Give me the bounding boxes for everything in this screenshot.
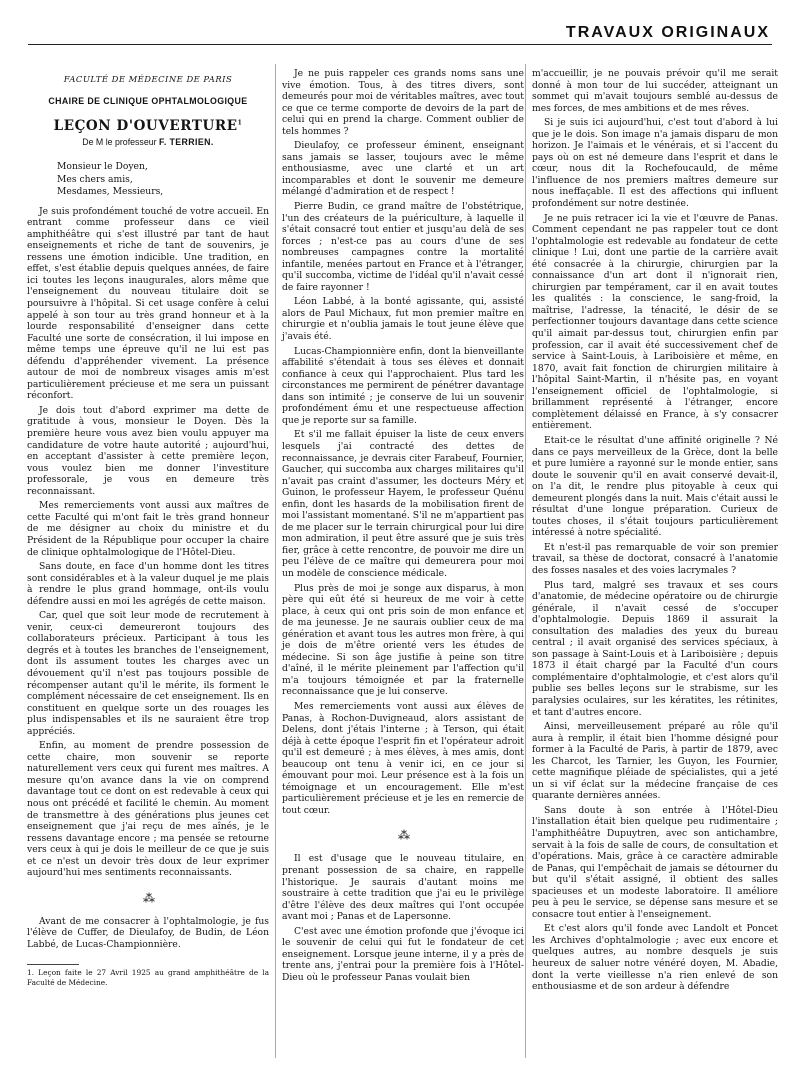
column-divider <box>275 64 276 1058</box>
paragraph: Je suis profondément touché de votre accueil. En entrant comme professeur dans ce vieil amphithéâtre qui s'est illustré par tant de haut enseignements et riche de tant de souvenirs, je ressens une émotion indicible. Une tradition, en effet, s'est établie depuis quelques années, de faire ici toutes les leçons inaugurales, alors même que l'enseignement du nouveau titulaire doit se poursuivre à l'hôpital. Si cet usage confère à celui appelé à son tour au très grand honneur et à la lourde responsabilité d'enseigner dans cette Faculté une sorte de consécration, il lui impose en même temps une épreuve qu'il ne lui est pas défendu d'appréhender vivement. La présence autour de moi de nombreux visages amis m'est particulièrement précieuse et me sera un puissant réconfort. <box>27 205 269 402</box>
salutation <box>27 161 269 198</box>
column-3 <box>532 68 778 996</box>
chaire-heading: CHAIRE DE CLINIQUE OPHTALMOLOGIQUE <box>48 96 248 106</box>
paragraph: m'accueillir, je ne pouvais prévoir qu'il me serait donné à mon tour de lui succéder, atteignant un sommet qui m'avait toujours semblé au-dessus de mes forces, de mes ambitions et de mes rêves. <box>532 68 778 114</box>
running-head: TRAVAUX ORIGINAUX <box>565 24 770 41</box>
paragraph: Ainsi, merveilleusement préparé au rôle qu'il aura à remplir, il était bien l'homme désigné pour former à la Faculté de Paris, à partir de 1879, avec les Charcot, les Tarnier, les Guyon, les Fournier, cette magnifique pléiade de spécialistes, qui a jeté un si vif éclat sur la médecine française de ces quarante dernières années. <box>532 721 778 802</box>
paragraph: Enfin, au moment de prendre possession de cette chaire, mon souvenir se reporte naturellement vers ceux qui furent mes maîtres. A mesure qu'on avance dans la vie on comprend davantage tout ce dont on est redevable à ceux qui nous ont précédé et facilité le chemin. Au moment de transmettre à des générations plus jeunes cet enseignement que j'ai reçu de mes aînés, je le ressens davantage encore ; ma pensée se retourne vers ceux à qui je dois le meilleur de ce que je suis et ce n'est un devoir très doux de leur exprimer aujourd'hui mes sentiments reconnaissants. <box>27 740 269 879</box>
author-prefix: De M le professeur <box>82 137 157 147</box>
paragraph: Plus tard, malgré ses travaux et ses cours d'anatomie, de médecine opératoire ou de chirurgie générale, il n'avait cessé de s'occuper d'ophtalmologie. Depuis 1869 il assurait la consultation des maladies des yeux du bureau central ; il avait organisé des services spéciaux, à son passage à Saint-Louis et à Lariboisière ; depuis 1873 il était chargé par la Faculté d'un cours complémentaire d'ophtalmologie, et c'est alors qu'il publie ses belles leçons sur le strabisme, sur les paralysies oculaires, sur les kératites, les rétinites, et tant d'autres encore. <box>532 579 778 718</box>
paragraph: C'est avec une émotion profonde que j'évoque ici le souvenir de celui qui fut le fondateur de cet enseignement. Lorsque jeune interne, il y a près de trente ans, j'entrai pour la première fois à l'Hôtel-Dieu où le professeur Panas voulait bien <box>282 925 524 983</box>
paragraph: Pierre Budin, ce grand maître de l'obstétrique, l'un des créateurs de la puériculture, à laquelle il s'était consacré tout entier et jusqu'au delà de ses forces ; n'est-ce pas au cours d'une de ses nombreuses campagnes contre la mortalité infantile, menées partout en France et à l'étranger, qu'il succomba, victime de l'idéal qu'il n'avait cessé de faire rayonner ! <box>282 201 524 293</box>
column-divider <box>525 64 526 1058</box>
paragraph: Mes remerciements vont aussi aux élèves de Panas, à Rochon-Duvigneaud, alors assistant de Delens, dont j'étais l'interne ; à Terson, qui était déjà à cette époque l'esprit fin et l'opérateur adroit qu'il est demeuré ; à mes élèves, à mes amis, dont beaucoup ont tenu à venir ici, en ce jour si émouvant pour moi. Leur présence est à la fois un témoignage et un encouragement. Elle m'est particulièrement précieuse et je les en remercie de tout cœur. <box>282 700 524 816</box>
salutation-line: Monsieur le Doyen, <box>57 161 148 172</box>
paragraph: Et s'il me fallait épuiser la liste de ceux envers lesquels j'ai contracté des dettes de reconnaissance, je devrais citer Farabeuf, Fournier, Gaucher, qui succomba aux charges militaires qu'il n'avait pas craint d'assumer, les docteurs Méry et Guinon, le professeur Hayem, le professeur Quénu enfin, dont les hasards de la mobilisation firent de moi l'assistant momentané. S'il ne m'appartient pas de me placer sur le terrain chirurgical pour lui dire mon admiration, il peut être assuré que je suis très fier, grâce à cette rencontre, de pouvoir me dire un peu l'élève de ce maître qui demeurera pour moi un modèle de conscience médicale. <box>282 429 524 579</box>
column-1 <box>27 68 269 991</box>
paragraph: Et n'est-il pas remarquable de voir son premier travail, sa thèse de doctorat, consacré à l'anatomie des fosses nasales et des voies lacrymales ? <box>532 541 778 576</box>
paragraph: Je dois tout d'abord exprimer ma dette de gratitude à vous, monsieur le Doyen. Dès la première heure vous avez bien voulu appuyer ma candidature de votre haute autorité ; aujourd'hui, en acceptant d'assister à cette première leçon, vous voulez bien me donner l'investiture professorale, je vous en demeure très reconnaissant. <box>27 404 269 497</box>
lecture-title-text: LEÇON D'OUVERTURE <box>53 118 238 134</box>
column-2 <box>282 68 524 986</box>
faculty-line: FACULTÉ DE MÉDECINE DE PARIS <box>63 74 233 84</box>
paragraph: Sans doute à son entrée à l'Hôtel-Dieu l'installation était bien quelque peu rudimentaire ; l'amphithéâtre Dupuytren, avec son antichambre, servait à la fois de salle de cours, de consultation et d'opérations. Mais, grâce à ce caractère admirable de Panas, qui l'empêchait de jamais se détourner du but qu'il s'était assigné, il obtient des salles spacieuses et un modeste laboratoire. Il améliore peu à peu le service, se dépense sans mesure et se consacre tout entier à l'enseignement. <box>532 804 778 920</box>
footnote-marker: 1 <box>237 119 243 127</box>
author-name: F. TERRIEN. <box>159 137 214 147</box>
paragraph: Léon Labbé, à la bonté agissante, qui, assisté alors de Paul Michaux, fut mon premier maître en chirurgie et n'oublia jamais le tout jeune élève que j'avais été. <box>282 296 524 343</box>
lecture-title <box>27 118 269 134</box>
paragraph: Si je suis ici aujourd'hui, c'est tout d'abord à lui que je le dois. Son image n'a jamais disparu de mon horizon. Je l'aimais et le vénérais, et si l'accent du pays où on est né demeure dans l'esprit et dans le cœur, nous dit la Rochefoucauld, de même l'influence de nos premiers maîtres demeure sur nous ineffaçable. Il est des affections qui influent profondément sur notre destinée. <box>532 117 778 210</box>
paragraph: Etait-ce le résultat d'une affinité originelle ? Né dans ce pays merveilleux de la Grèce, dont la belle et pure lumière a rayonné sur le monde entier, sans doute le souvenir qu'il en avait conservé devait-il, on l'a dit, le rendre plus pitoyable à ceux qui demeurent plongés dans la nuit. Mais c'était aussi le résultat d'une longue préparation. Curieux de toutes choses, il s'était toujours particulièrement intéressé à notre spécialité. <box>532 434 778 539</box>
paragraph: Car, quel que soit leur mode de recrutement à venir, ceux-ci demeureront toujours des collaborateurs précieux. Participant à tous les degrés et à toutes les branches de l'enseignement, dont ils assument toutes les charges avec un dévouement qu'il n'est pas toujours possible de récompenser autant qu'il le mérite, ils forment le complément nécessaire de cet enseignement. Ils en constituent en quelque sorte un des rouages les plus indispensables et ils ne sauraient être trop appréciés. <box>27 610 269 737</box>
salutation-line: Mesdames, Messieurs, <box>57 186 164 198</box>
paragraph: Plus près de moi je songe aux disparus, à mon père qui eût été si heureux de me voir à cette place, à ceux qui ont pris soin de mon enfance et de ma jeunesse. Je ne saurais oublier ceux de ma génération et avant tous les autres mon frère, à qui je dois de m'être orienté vers les études de médecine. Si son âge justifie à peine son titre d'aîné, il le mérite pleinement par l'affection qu'il m'a toujours témoignée et par la fraternelle reconnaissance que je lui conserve. <box>282 582 524 698</box>
paragraph: Je ne puis retracer ici la vie et l'œuvre de Panas. Comment cependant ne pas rappeler tout ce dont l'ophtalmologie est redevable au fondateur de cette clinique ! Lui, dont une partie de la carrière avait été consacrée à la chirurgie, chirurgien par la connaissance d'un art dont il n'ignorait rien, chirurgien par tempérament, car il en avait toutes les qualités : la conscience, le sang-froid, la maîtrise, l'adresse, la ténacité, le désir de se perfectionner toujours davantage dans cette science qu'il aimait par-dessus tout, chirurgien enfin par profession, car il avait été successivement chef de service à Saint-Louis, à Lariboisière et même, en 1870, avait fait fonction de chirurgien militaire à l'hôpital Saint-Martin, il n'hésite pas, en voyant l'enseignement officiel de l'ophtalmologie, si brillamment représenté à l'étranger, encore complètement délaissé en France, à s'y consacrer entièrement. <box>532 212 778 432</box>
salutation-line: Mes chers amis, <box>57 173 133 185</box>
section-separator: ⁂ <box>398 828 408 843</box>
paragraph: Il est d'usage que le nouveau titulaire, en prenant possession de sa chaire, en rappelle l'historique. Je saurais d'autant moins me soustraire à cette tradition que j'ai eu le privilège d'être l'élève des deux maîtres qui l'ont occupée avant moi ; Panas et de Lapersonne. <box>282 853 524 923</box>
paragraph: Et c'est alors qu'il fonde avec Landolt et Poncet les Archives d'ophtalmologie ; avec eux encore et quelques autres, au nombre desquels je suis heureux de saluer notre vénéré doyen, M. Abadie, dont la verte vieillesse n'a rien enlevé de son enthousiasme et de son ardeur à défendre <box>532 923 778 993</box>
footnote: 1. Leçon faite le 27 Avril 1925 au grand amphithéâtre de la Faculté de Médecine. <box>27 968 269 988</box>
paragraph: Lucas-Championnière enfin, dont la bienveillante affabilité s'étendait à tous ses élèves et donnait confiance à ceux qui l'approchaient. Plus tard les circonstances me permirent de pénétrer davantage dans son intimité ; je conserve de lui un souvenir profondément ému et une respectueuse affection que je reporte sur sa famille. <box>282 345 524 426</box>
paragraph: Mes remerciements vont aussi aux maîtres de cette Faculté qui m'ont fait le très grand honneur de me désigner au choix du ministre et du Président de la République pour occuper la chaire de clinique ophtalmologique de l'Hôtel-Dieu. <box>27 500 269 558</box>
paragraph: Sans doute, en face d'un homme dont les titres sont considérables et à la valeur duquel je me plais à rendre le plus grand hommage, ont-ils voulu défendre aussi en moi les agrégés de cette maison. <box>27 561 269 607</box>
paragraph: Avant de me consacrer à l'ophtalmologie, je fus l'élève de Cuffer, de Dieulafoy, de Budin, de Léon Labbé, de Lucas-Championnière. <box>27 915 269 950</box>
paragraph: Je ne puis rappeler ces grands noms sans une vive émotion. Tous, à des titres divers, sont demeurés pour moi de véritables maîtres, avec tout ce que ce terme comporte de devoirs de la part de celui qui en prend la charge. Comment oublier de tels hommes ? <box>282 68 524 137</box>
paragraph: Dieulafoy, ce professeur éminent, enseignant sans jamais se lasser, toujours avec le même enthousiasme, avec une clarté et un art incomparables et dont le souvenir me demeure mélangé d'admiration et de respect ! <box>282 140 524 198</box>
section-separator: ⁂ <box>143 890 153 905</box>
author-line <box>27 137 269 147</box>
footnote-rule <box>27 964 79 965</box>
header-rule <box>28 44 772 45</box>
